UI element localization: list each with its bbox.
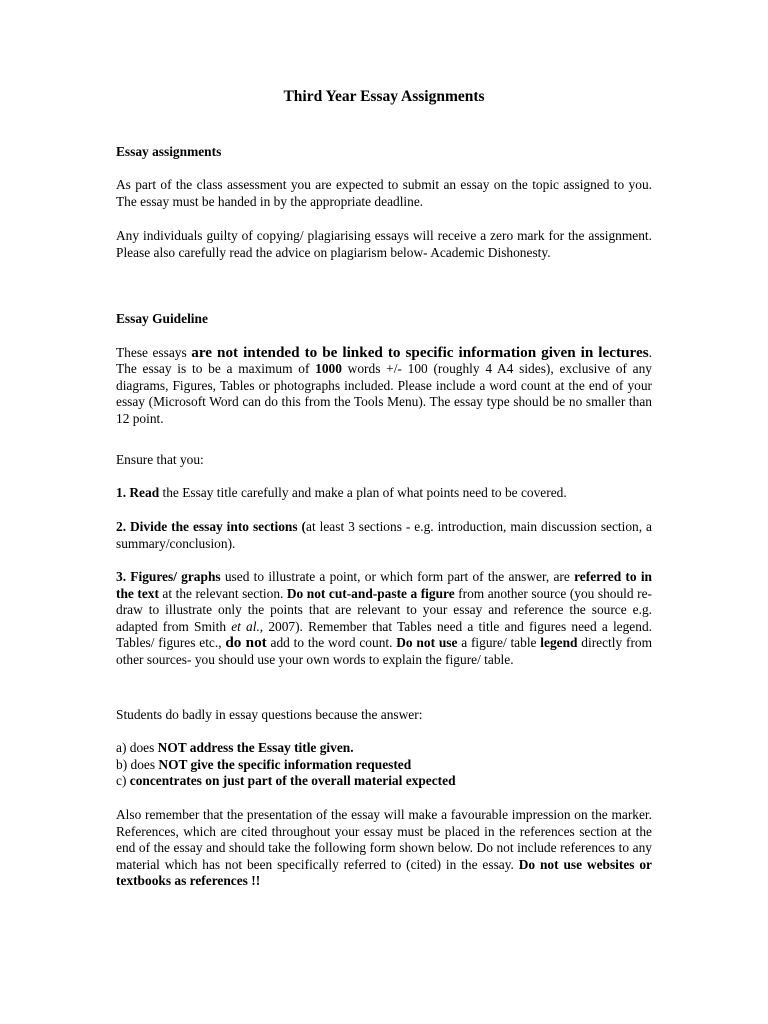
presentation-paragraph: Also remember that the presentation of the essay will make a favourable impression on the marker. References, which are cited throughout your essay must be placed in the references section at the end of the essay and should take the following form shown below. Do not include references to any material which has not been specifically referred to (cited) in the essay. Do not use websites or textbooks as references !! [116, 807, 652, 889]
assignments-paragraph-2: Any individuals guilty of copying/ plagiarising essays will receive a zero mark for the assignment. Please also carefully read the advice on plagiarism below- Academic Dishonesty. [116, 228, 652, 260]
badly-intro: Students do badly in essay questions because the answer: [116, 707, 423, 722]
reason-b: b) does NOT give the specific information requested [116, 756, 412, 772]
list-item-3: 3. Figures/ graphs used to illustrate a point, or which form part of the answer, are referred to in the text at the relevant section. Do not cut-and-paste a figure from another source (you should re-draw to illustrate only the points that are relevant to your essay and reference the source e.g. adapted from Smith et al., 2007). Remember that Tables need a title and figures need a legend. Tables/ figures etc., do not add to the word count. Do not use a figure/ table legend directly from other sources- you should use your own words to explain the figure/ table. [116, 569, 653, 667]
ensure-line: Ensure that you: [116, 452, 204, 467]
list-item-2: 2. Divide the essay into sections (at least 3 sections - e.g. introduction, main discussion section, a summary/conclusion). [116, 519, 652, 551]
list-item-1: 1. Read the Essay title carefully and make a plan of what points need to be covered. [116, 485, 567, 500]
heading-essay-assignments: Essay assignments [116, 144, 222, 159]
heading-essay-guideline: Essay Guideline [116, 311, 208, 326]
word-limit: 1000 [315, 361, 342, 377]
page-title: Third Year Essay Assignments [283, 88, 485, 105]
reason-c: c) concentrates on just part of the overall material expected [116, 773, 456, 789]
reasons-list [116, 740, 652, 790]
reason-a: a) does NOT address the Essay title given. [116, 740, 354, 755]
assignments-paragraph-1: As part of the class assessment you are expected to submit an essay on the topic assigned to you. The essay must be handed in by the appropriate deadline. [116, 177, 652, 209]
guideline-emphasis: are not intended to be linked to specific information given in lectures [191, 344, 649, 361]
guideline-paragraph: These essays are not intended to be linked to specific information given in lectures. The essay is to be a maximum of 1000 words +/- 100 (roughly 4 A4 sides), exclusive of any diagrams, Figures, Tables or photographs included. Please include a word count at the end of your essay (Microsoft Word can do this from the Tools Menu). The essay type should be no smaller than 12 point. [116, 344, 652, 426]
